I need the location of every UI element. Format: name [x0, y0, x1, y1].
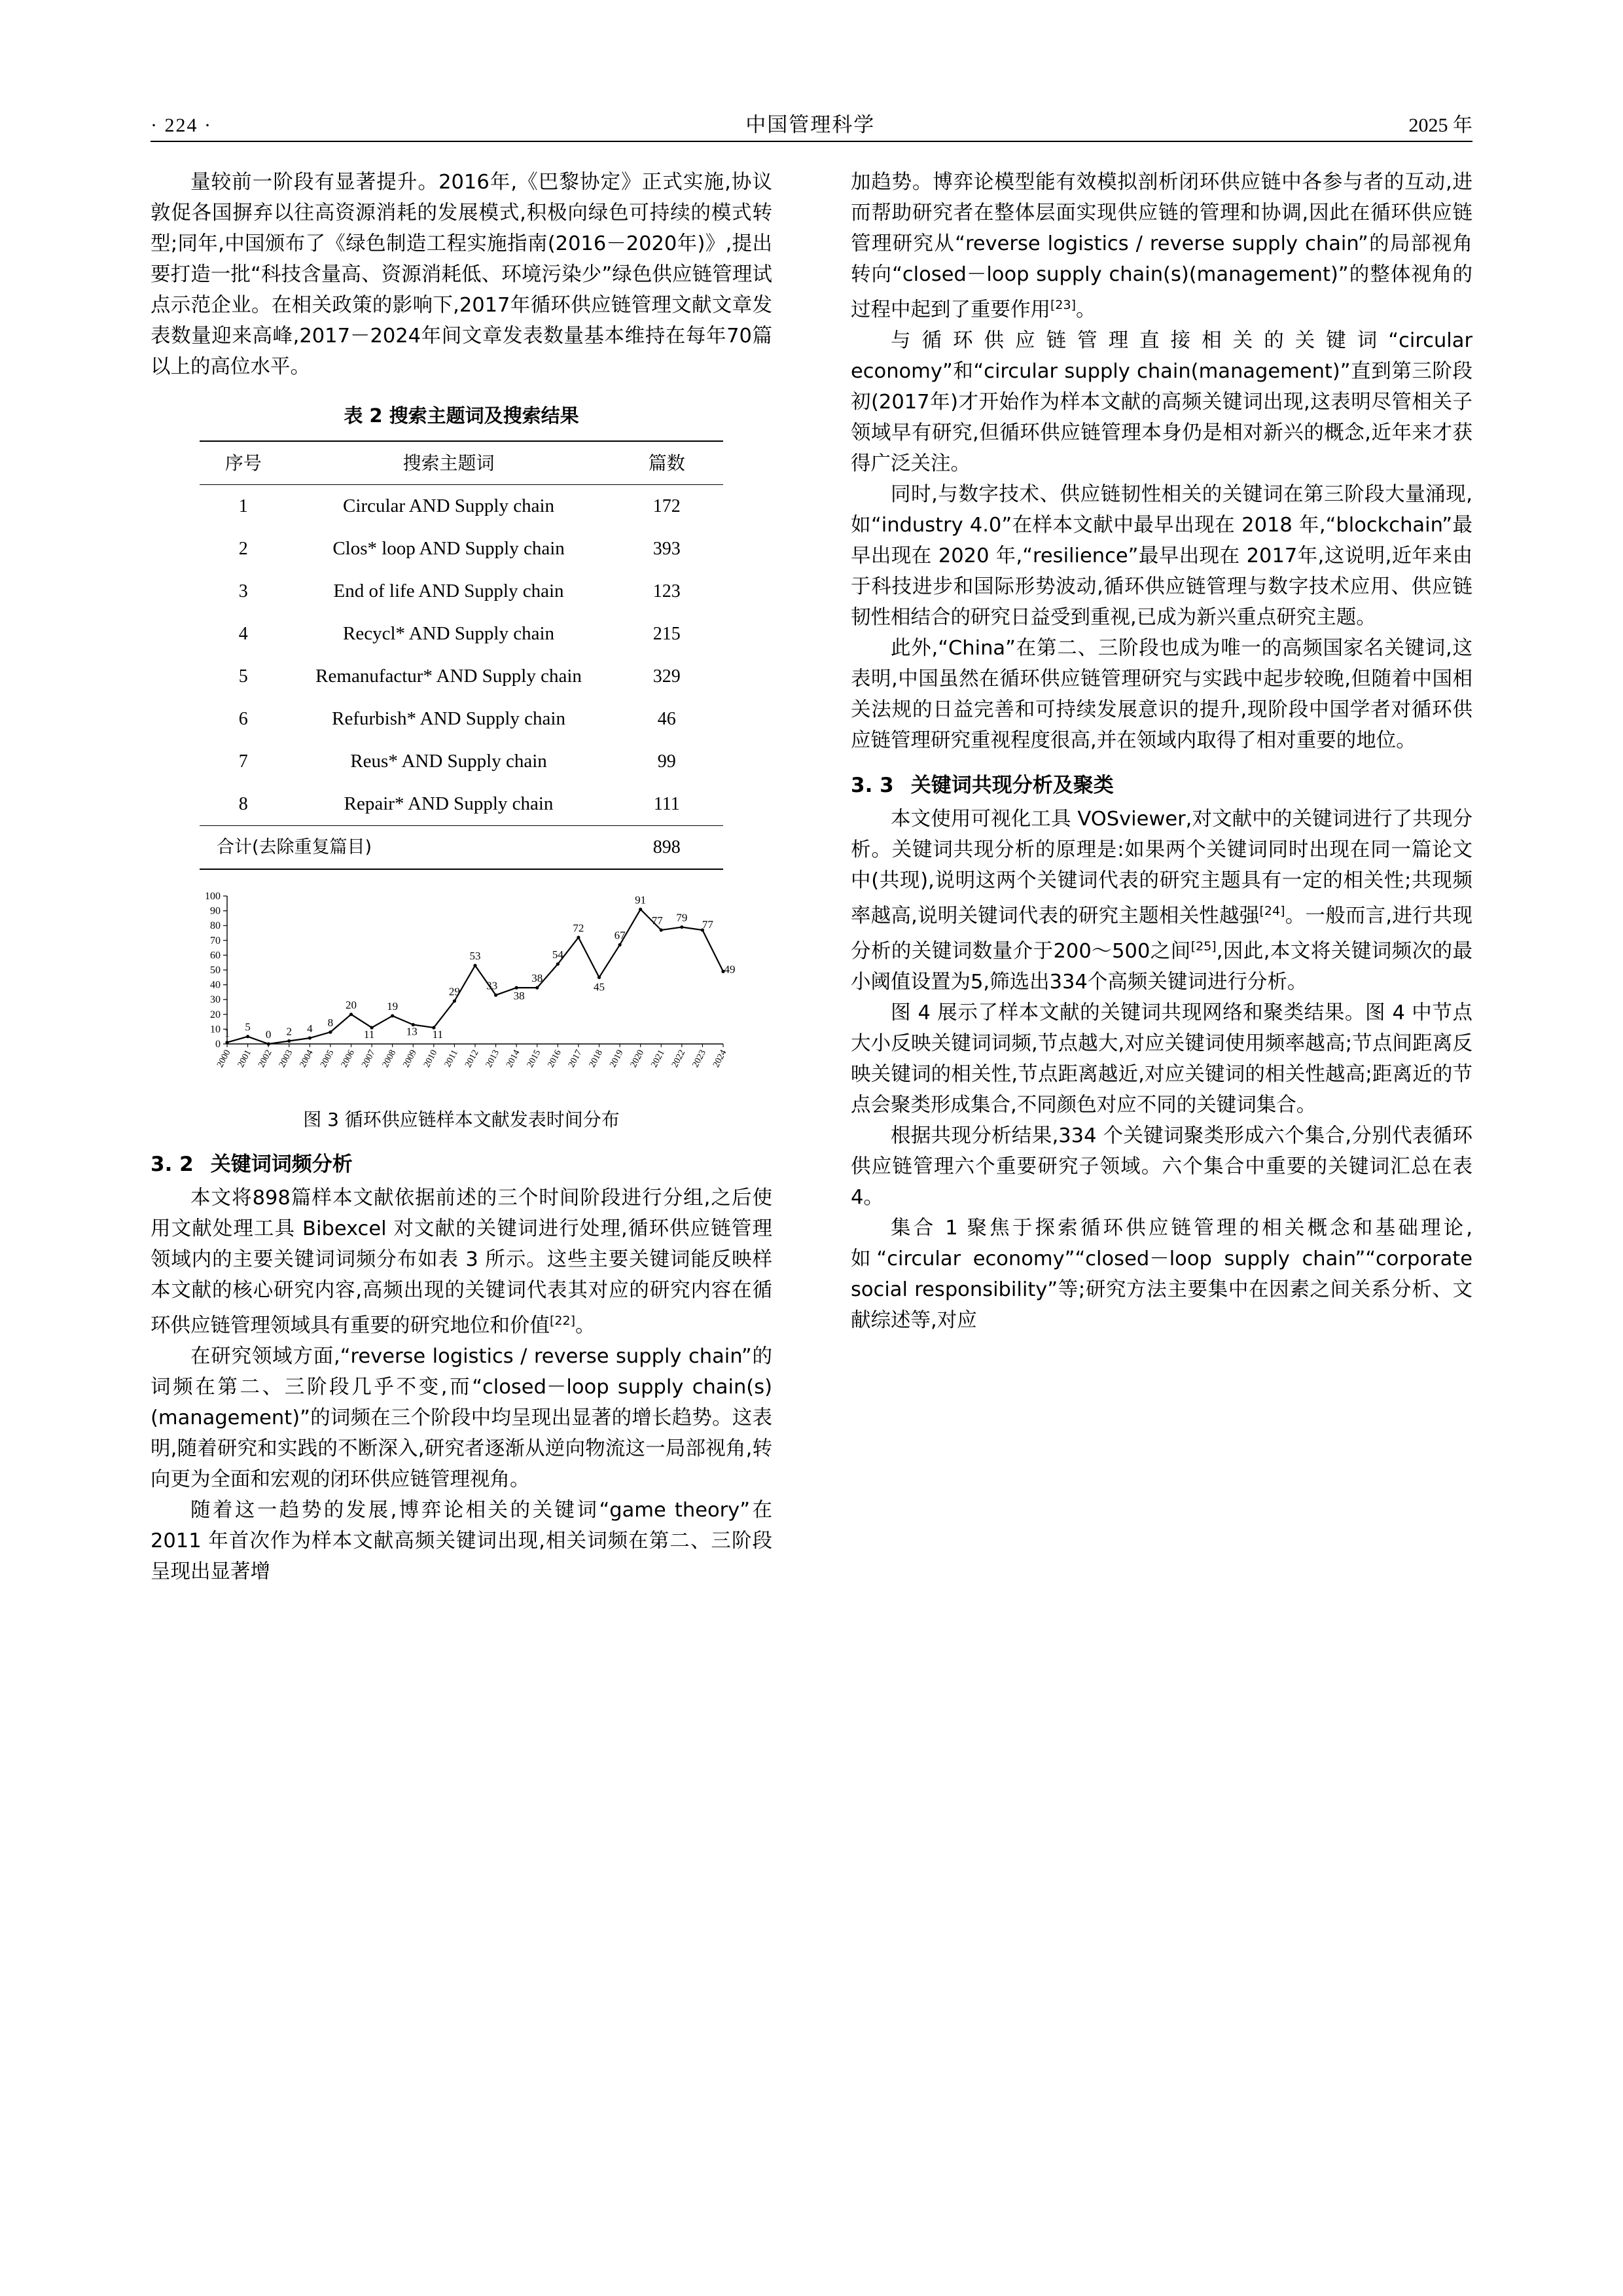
- journal-title: 中国管理科学: [745, 113, 876, 137]
- section-3-2-number: 3. 2: [151, 1153, 194, 1176]
- right-para-8: 集合 1 聚焦于探索循环供应链管理的相关概念和基础理论,如“circular economy”“closed－loop supply chain”“corporate social responsibility”等;研究方法主要集中在因素之间关系分析、文献综述等,对应: [851, 1217, 1472, 1333]
- svg-text:2008: 2008: [380, 1048, 399, 1069]
- left-para-4: 随着这一趋势的发展,博弈论相关的关键词“game theory”在 2011 年首次作为样本文献高频关键词出现,相关词频在第二、三阶段呈现出显著增: [151, 1499, 772, 1584]
- table-row: [200, 528, 723, 570]
- table2-r8-count: 111: [653, 794, 680, 814]
- right-para-1-text: 加趋势。博弈论模型能有效模拟剖析闭环供应链中各参与者的互动,进而帮助研究者在整体层面实现供应链的管理和协调,因此在循环供应链管理研究从“reverse logistics / reverse supply chain”的局部视角转向“closed－loop supply chain(s)(management)”的整体视角的过程中起到了重要作用: [851, 171, 1472, 322]
- table2-r1-term: Circular AND Supply chain: [287, 485, 611, 528]
- table2-col-count: 篇数: [611, 441, 723, 485]
- svg-text:2023: 2023: [690, 1048, 708, 1069]
- svg-text:2005: 2005: [319, 1048, 336, 1069]
- table2-r1-no: 1: [200, 485, 287, 528]
- section-3-2-heading: [151, 1149, 772, 1180]
- svg-text:91: 91: [635, 893, 647, 906]
- left-para-2-text: 本文将898篇样本文献依据前述的三个时间阶段进行分组,之后使用文献处理工具 Bibexcel 对文献的关键词进行处理,循环供应链管理领域内的主要关键词词频分布如表 3 所示。这些主要关键词能反映样本文献的核心研究内容,高频出现的关键词代表其对应的研究内容在循环供应链管理领域具有重要的研究地位和价值: [151, 1187, 772, 1338]
- left-column: [151, 167, 772, 1587]
- svg-text:54: 54: [552, 948, 563, 961]
- table2-r5-no: 5: [238, 666, 248, 687]
- table2-r6-term: Refurbish* AND Supply chain: [332, 708, 565, 729]
- right-para-5: [851, 804, 1472, 997]
- svg-text:2007: 2007: [360, 1048, 378, 1069]
- svg-text:2015: 2015: [525, 1048, 543, 1069]
- table2-r4-no: 4: [238, 624, 248, 644]
- table2-total-row: [200, 826, 723, 870]
- table2-r2-no: 2: [238, 539, 248, 559]
- svg-text:2017: 2017: [567, 1048, 584, 1069]
- svg-text:2010: 2010: [421, 1048, 440, 1069]
- svg-text:2016: 2016: [546, 1048, 563, 1069]
- page-number: · 224 ·: [151, 115, 212, 136]
- publication-trend-line-chart: [180, 884, 743, 1100]
- right-para-5-text: 本文使用可视化工具 VOSviewer,对文献中的关键词进行了共现分析。关键词共现分析的原理是:如果两个关键词同时出现在同一篇论文中(共现),说明这两个关键词代表的研究主题具有一定的相关性;共现频率越高,说明关键词代表的研究主题相关性越强: [851, 808, 1472, 928]
- table2-r7-count: 99: [657, 751, 676, 772]
- right-para-7: 根据共现分析结果,334 个关键词聚类形成六个集合,分别代表循环供应链管理六个重要研究子领域。六个集合中重要的关键词汇总在表 4。: [851, 1124, 1472, 1210]
- svg-text:2021: 2021: [649, 1048, 667, 1069]
- table-row: [200, 570, 723, 613]
- svg-text:40: 40: [210, 979, 221, 991]
- table2-col-no: 序号: [200, 441, 287, 485]
- table2-col-term: 搜索主题词: [287, 441, 611, 485]
- right-para-3: 同时,与数字技术、供应链韧性相关的关键词在第三阶段大量涌现,如“industry 4.0”在样本文献中最早出现在 2018 年,“blockchain”最早出现在 2020 年,“resilience”最早出现在 2017年,这说明,近年来由于科技进步和国际形势波动,循环供应链管理与数字技术应用、供应链韧性相结合的研究日益受到重视,已成为新兴重点研究主题。: [851, 483, 1472, 630]
- citation-22: [22]: [550, 1314, 576, 1328]
- table-row: [200, 485, 723, 528]
- svg-text:50: 50: [210, 965, 221, 976]
- table2-r4-count: 215: [652, 624, 681, 644]
- svg-text:30: 30: [210, 994, 221, 1006]
- svg-text:2018: 2018: [587, 1048, 605, 1069]
- table2-r1-count: 172: [611, 485, 723, 528]
- right-para-1-end: 。: [1076, 298, 1096, 322]
- svg-text:0: 0: [215, 1039, 221, 1050]
- table2-r8-term: Repair* AND Supply chain: [344, 793, 554, 814]
- svg-text:2001: 2001: [236, 1048, 254, 1069]
- svg-text:20: 20: [346, 998, 357, 1011]
- citation-24: [24]: [1259, 904, 1285, 919]
- svg-text:38: 38: [531, 972, 543, 985]
- table2-r8-no: 8: [238, 794, 248, 814]
- svg-text:2006: 2006: [339, 1048, 357, 1069]
- citation-23: [23]: [1050, 298, 1077, 312]
- svg-text:77: 77: [651, 914, 663, 927]
- section-3-3-heading: [851, 770, 1472, 801]
- table2-r3-count: 123: [652, 581, 681, 601]
- right-para-4: 此外,“China”在第二、三阶段也成为唯一的高频国家名关键词,这表明,中国虽然在循环供应链管理研究与实践中起步较晚,但随着中国相关法规的日益完善和可持续发展意识的提升,现阶段中国学者对循环供应链管理研究重视程度很高,并在领域内取得了相对重要的地位。: [851, 637, 1472, 753]
- figure3: [173, 884, 749, 1135]
- svg-text:20: 20: [210, 1009, 221, 1020]
- svg-text:90: 90: [210, 905, 221, 917]
- svg-text:4: 4: [307, 1022, 313, 1035]
- svg-text:2024: 2024: [711, 1048, 729, 1069]
- right-para-1: [851, 167, 1472, 325]
- citation-25: [25]: [1190, 939, 1217, 954]
- left-para-2: [151, 1183, 772, 1341]
- right-para-6: 图 4 展示了样本文献的关键词共现网络和聚类结果。图 4 中节点大小反映关键词词频,节点越大,对应关键词使用频率越高;节点间距离反映关键词的相关性,节点距离越近,对应关键词的相关性越高;距离近的节点会聚类形成集合,不同颜色对应不同的关键词集合。: [851, 1001, 1472, 1117]
- svg-text:2014: 2014: [505, 1048, 522, 1069]
- svg-text:45: 45: [594, 980, 605, 994]
- svg-text:2009: 2009: [401, 1048, 419, 1069]
- table2-r5-term: Remanufactur* AND Supply chain: [315, 666, 582, 687]
- publication-year: 2025 年: [1408, 115, 1472, 136]
- table2-r3-term: End of life AND Supply chain: [333, 581, 564, 601]
- svg-text:29: 29: [448, 985, 460, 998]
- svg-text:2019: 2019: [608, 1048, 626, 1069]
- table2-r4-term: Recycl* AND Supply chain: [343, 623, 555, 644]
- svg-text:2004: 2004: [298, 1048, 315, 1069]
- right-column: [851, 167, 1472, 1336]
- svg-text:1: 1: [224, 1026, 230, 1039]
- table2-r7-no: 7: [238, 751, 248, 772]
- table-row: [200, 655, 723, 698]
- section-3-2-title: 关键词词频分析: [210, 1153, 353, 1176]
- table2-caption: 表 2 搜索主题词及搜索结果: [344, 404, 579, 427]
- svg-text:11: 11: [363, 1028, 375, 1041]
- svg-text:77: 77: [702, 918, 713, 931]
- table2-total-value: 898: [611, 826, 723, 870]
- left-para-1: 量较前一阶段有显著提升。2016年,《巴黎协定》正式实施,协议敦促各国摒弃以往高资源消耗的发展模式,积极向绿色可持续的模式转型;同年,中国颁布了《绿色制造工程实施指南(2016－2020年)》,提出要打造一批“科技含量高、资源消耗低、环境污染少”绿色供应链管理试点示范企业。在相关政策的影响下,2017年循环供应链管理文献文章发表数量迎来高峰,2017－2024年间文章发表数量基本维持在每年70篇以上的高位水平。: [151, 171, 773, 378]
- left-para-3: 在研究领域方面,“reverse logistics / reverse supply chain”的词频在第二、三阶段几乎不变,而“closed－loop supply chain(s) (management)”的词频在三个阶段中均呈现出显著的增长趋势。这表明,随着研究和实践的不断深入,研究者逐渐从逆向物流这一局部视角,转向更为全面和宏观的闭环供应链管理视角。: [151, 1345, 772, 1492]
- svg-text:2003: 2003: [277, 1048, 295, 1069]
- table-row: [200, 740, 723, 783]
- svg-text:2000: 2000: [215, 1048, 233, 1069]
- svg-text:100: 100: [205, 891, 221, 902]
- svg-text:10: 10: [210, 1024, 221, 1035]
- table2: [200, 440, 723, 870]
- svg-text:2022: 2022: [669, 1048, 688, 1069]
- svg-text:53: 53: [469, 950, 481, 963]
- right-para-5-mid: 。一般而言,进行共现分析的关键词数量介于200～500之间: [851, 905, 1472, 963]
- table2-total-label: 合计(去除重复篇目): [200, 826, 611, 870]
- table2-r2-count: 393: [652, 539, 681, 559]
- table2-r3-no: 3: [238, 581, 248, 601]
- header-divider: [151, 141, 1472, 142]
- svg-text:80: 80: [210, 920, 221, 932]
- table-row: [200, 698, 723, 740]
- table2-r6-count: 46: [657, 709, 676, 729]
- left-para-2-end: 。: [575, 1314, 596, 1338]
- svg-text:38: 38: [513, 990, 525, 1003]
- svg-text:60: 60: [210, 950, 221, 961]
- svg-text:70: 70: [210, 935, 221, 946]
- svg-text:0: 0: [265, 1028, 272, 1041]
- figure3-chart: [180, 884, 743, 1100]
- table2-r5-count: 329: [652, 666, 681, 687]
- svg-text:2012: 2012: [463, 1048, 481, 1069]
- svg-text:33: 33: [486, 979, 498, 992]
- svg-text:2013: 2013: [484, 1048, 502, 1069]
- svg-text:72: 72: [573, 922, 584, 935]
- svg-text:11: 11: [432, 1028, 444, 1041]
- section-3-3-title: 关键词共现分析及聚类: [910, 774, 1114, 798]
- svg-text:67: 67: [614, 929, 626, 942]
- svg-text:2020: 2020: [628, 1048, 647, 1069]
- page-header: [151, 108, 1472, 137]
- svg-text:5: 5: [245, 1020, 251, 1033]
- svg-text:49: 49: [724, 963, 736, 976]
- svg-text:13: 13: [406, 1025, 418, 1038]
- table2-r6-no: 6: [238, 709, 248, 729]
- svg-text:8: 8: [327, 1016, 334, 1029]
- svg-text:2002: 2002: [257, 1048, 274, 1069]
- table2-r2-term: Clos* loop AND Supply chain: [332, 538, 565, 559]
- svg-text:2: 2: [286, 1025, 292, 1038]
- right-para-2: 与循环供应链管理直接相关的关键词“circular economy”和“circular supply chain(management)”直到第三阶段初(2017年)才开始作为样本文献的高频关键词出现,这表明尽管相关子领域早有研究,但循环供应链管理本身仍是相对新兴的概念,近年来才获得广泛关注。: [851, 329, 1472, 476]
- svg-text:79: 79: [676, 911, 688, 924]
- right-para-5-end: ,因此,本文将关键词频次的最小阈值设置为5,筛选出334个高频关键词进行分析。: [851, 940, 1473, 994]
- section-3-3-number: 3. 3: [851, 774, 894, 798]
- svg-text:19: 19: [387, 1000, 399, 1013]
- table-row: [200, 783, 723, 826]
- table2-r7-term: Reus* AND Supply chain: [350, 751, 547, 772]
- svg-text:2011: 2011: [442, 1048, 460, 1069]
- figure3-caption: 图 3 循环供应链样本文献发表时间分布: [303, 1109, 620, 1130]
- table-row: [200, 613, 723, 655]
